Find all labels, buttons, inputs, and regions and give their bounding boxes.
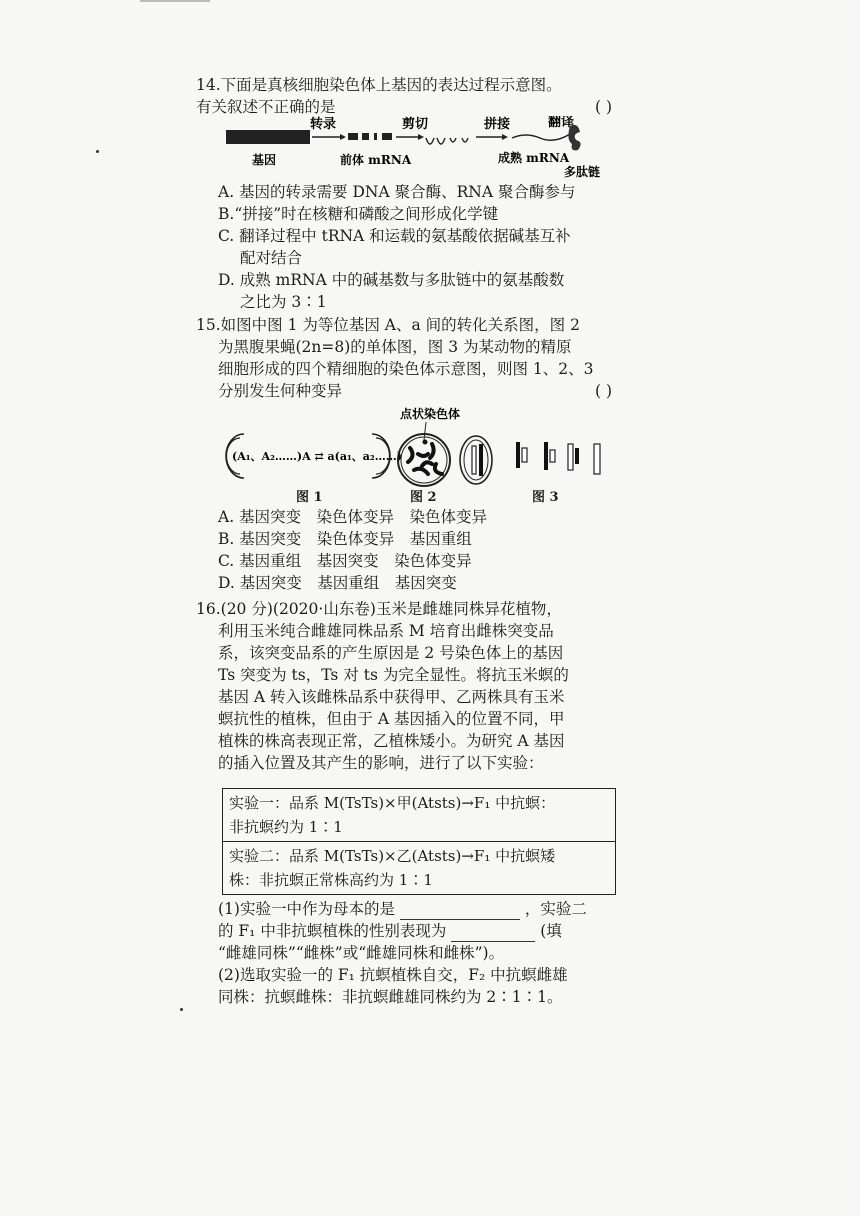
q15-option-a: A. 基因突变 染色体变异 染色体变异 (218, 508, 488, 526)
q14-option-c-cont: 配对结合 (240, 249, 303, 267)
scan-artifact (140, 0, 210, 2)
q15-option-b: B. 基因突变 染色体变异 基因重组 (218, 530, 472, 548)
q16-line1: 16.(20 分)(2020·山东卷)玉米是雌雄同株异花植物， (196, 600, 562, 618)
q16-part1-line1 (196, 898, 616, 920)
figure-2-caption: 图 2 (410, 490, 437, 505)
q16-line6: 螟抗性的植株，但由于 A 基因插入的位置不同，甲 (218, 710, 565, 728)
q16-line5: 基因 A 转入该雌株品系中获得甲、乙两株具有玉米 (218, 688, 565, 706)
q14-option-d: D. 成熟 mRNA 中的碱基数与多肽链中的氨基酸数 (218, 271, 565, 289)
label-mature-mrna: 成熟 mRNA (498, 151, 570, 165)
q16-line3: 系，该突变品系的产生原因是 2 号染色体上的基因 (218, 644, 564, 662)
q16-line4: Ts 突变为 ts，Ts 对 ts 为完全显性。将抗玉米螟的 (218, 666, 569, 684)
label-splice: 拼接 (484, 117, 511, 132)
q16-part2-line2: 同株：抗螟雌株：非抗螟雌雄同株约为 2∶1∶1。 (218, 988, 563, 1006)
gene-expression-diagram (222, 116, 622, 178)
q16-part1-text-c: 的 F₁ 中非抗螟植株的性别表现为 (218, 922, 447, 940)
figure-1 (226, 434, 402, 478)
label-transcribe: 转录 (310, 117, 337, 132)
experiment-2-line2: 株：非抗螟正常株高约为 1∶1 (229, 871, 433, 889)
q14-option-b: B.“拼接”时在核糖和磷酸之间形成化学键 (218, 205, 499, 223)
q16-line7: 植株的株高表现正常，乙植株矮小。为研究 A 基因 (218, 732, 565, 750)
q14-stem-line2: 有关叙述不正确的是 (196, 98, 336, 116)
label-polypeptide: 多肽链 (564, 165, 601, 178)
figure-1-text: (A₁、A₂……)A ⇄ a(a₁、a₂……) (232, 450, 402, 463)
q15-line3: 细胞形成的四个精细胞的染色体示意图，则图 1、2、3 (218, 360, 594, 378)
q14-option-a: A. 基因的转录需要 DNA 聚合酶、RNA 聚合酶参与 (218, 183, 576, 201)
question-14 (196, 74, 616, 118)
label-translate: 翻译 (548, 116, 575, 130)
q16-part1-line3: “雌雄同株”“雌株”或“雌雄同株和雌株”)。 (218, 944, 505, 962)
scan-speck (96, 150, 99, 153)
q15-option-d: D. 基因突变 基因重组 基因突变 (218, 574, 457, 592)
q16-part1-text-a: (1)实验一中作为母本的是 (218, 900, 395, 918)
scan-speck (180, 1008, 183, 1011)
q14-stem-line1: 14.下面是真核细胞染色体上基因的表达过程示意图。 (196, 76, 562, 94)
figure-1-caption: 图 1 (296, 490, 323, 505)
experiment-1-line1: 实验一：品系 M(TsTs)×甲(Atsts)→F₁ 中抗螟： (229, 794, 556, 812)
q15-option-c: C. 基因重组 基因突变 染色体变异 (218, 552, 472, 570)
figure-3-caption: 图 3 (532, 490, 559, 505)
question-14-options (196, 181, 616, 313)
gene-bar (226, 130, 310, 144)
q16-part1-text-d: (填 (540, 922, 562, 940)
q16-part2-line1: (2)选取实验一的 F₁ 抗螟植株自交，F₂ 中抗螟雌雄 (218, 966, 568, 984)
experiment-1-line2: 非抗螟约为 1∶1 (229, 818, 343, 836)
q14-option-c: C. 翻译过程中 tRNA 和运载的氨基酸依据碱基互补 (218, 227, 571, 245)
q14-option-d-cont: 之比为 3∶1 (240, 293, 327, 311)
figure-2 (398, 406, 460, 486)
figure-3 (460, 436, 600, 484)
question-16-parts (196, 898, 616, 1008)
label-gene: 基因 (252, 153, 277, 167)
experiment-box (222, 788, 616, 895)
q14-answer-paren: ( ) (594, 98, 612, 116)
question-16 (196, 598, 616, 774)
label-cut: 剪切 (402, 117, 429, 132)
experiment-2 (223, 841, 615, 894)
answer-blank-2[interactable] (451, 927, 535, 942)
question-15-options (196, 506, 616, 594)
dot-chromosome-label: 点状染色体 (400, 407, 461, 421)
q16-part1-text-b: ，实验二 (524, 900, 587, 918)
experiment-1 (223, 789, 615, 841)
question-15 (196, 314, 616, 402)
q15-line1: 15.如图中图 1 为等位基因 A、a 间的转化关系图，图 2 (196, 316, 580, 334)
q16-line2: 利用玉米纯合雌雄同株品系 M 培育出雌株突变品 (218, 622, 554, 640)
label-pre-mrna: 前体 mRNA (340, 153, 412, 167)
q15-answer-paren: ( ) (594, 382, 612, 400)
q15-line2: 为黑腹果蝇(2n=8)的单体图，图 3 为某动物的精原 (218, 338, 572, 356)
answer-blank-1[interactable] (400, 905, 520, 920)
q15-line4: 分别发生何种变异 (218, 382, 343, 400)
experiment-2-line1: 实验二：品系 M(TsTs)×乙(Atsts)→F₁ 中抗螟矮 (229, 847, 556, 865)
q16-part1-line2 (196, 920, 616, 942)
q16-line8: 的插入位置及其产生的影响，进行了以下实验： (218, 754, 544, 772)
